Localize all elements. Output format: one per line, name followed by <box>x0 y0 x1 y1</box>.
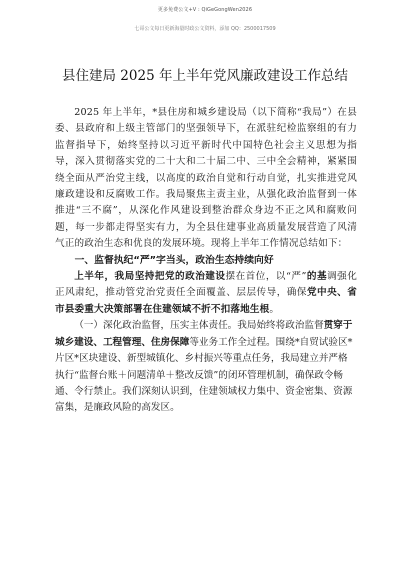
section-text-6: 。 <box>269 303 280 315</box>
section-text-bold-3: 的基 <box>306 271 328 283</box>
header-banner: 更多免费公文+V : QiGeGongWen2026 <box>157 7 253 13</box>
section-text-2: 摆在首位，以“严” <box>225 271 307 283</box>
document-title: 县住建局 2025 年上半年党风廉政建设工作总结 <box>62 68 348 84</box>
section-paragraph <box>55 269 357 318</box>
subsection-paragraph <box>55 318 357 416</box>
document-body <box>55 105 357 417</box>
section-text-bold-1: 上半年，我局坚持把党的政治建设 <box>74 271 226 283</box>
intro-text: ，*县住房和城乡建设局（以下简称“我局”）在县委、县政府和上级主管部门的坚强领导下，在派驻纪检监察组的有力监督指导下，始终坚持以习近平新时代中国特色社会主义思想为指导，深入贯彻落实党的二十大和二十届二中、三中全会精神，紧紧围绕全面从严治党主线，以高度的政治自觉和行动自觉，扎实推进党风廉政建设和反腐败工作。我局聚焦主责主业，从强化政治监督到一体推进“三不腐”，从深化作风建设到整治群众身边不正之风和腐败问题，每一步都走得坚实有力，为全县住建事业高质量发展营造了风清气正的政治生态和优良的发展环境。现将上半年工作情况总结如下： <box>55 107 357 250</box>
subsection-text-3: 等业务工作全过程。围绕*自贸试验区*片区*区块建设、新型城镇化、乡村振兴等重点任务，我局建立并严格执行“监督台账＋问题清单＋整改反馈”的闭环管理机制，确保政令畅通、令行禁止。我们深刻认识到，住建领域权力集中、资金密集、资源富集，是廉政风险的高发区。 <box>55 336 353 414</box>
header-note: 七哥公文每日更新海量时政公文资料，添加 QQ：2500017509 <box>134 26 276 32</box>
subsection-text-bold-2: 贯穿于城乡建设、工程管理、住房保障 <box>55 320 353 348</box>
intro-lead: 2025 年上半年 <box>74 107 143 118</box>
intro-paragraph <box>55 105 357 253</box>
section-text-4: 调强化正风肃纪，推动管党治党责任全面覆盖、层层传导，确保 <box>55 271 357 299</box>
subsection-label: （一）深化政治监督，压实主体责任。 <box>74 320 238 332</box>
subsection-text-1: 我局始终将政治监督 <box>237 320 324 332</box>
section-heading: 一、监督执纪“严”字当头，政治生态持续向好 <box>74 254 274 266</box>
section-text-bold-5: 党中央、省市县委重大决策部署在住建领域不折不扣落地生根 <box>55 287 358 315</box>
